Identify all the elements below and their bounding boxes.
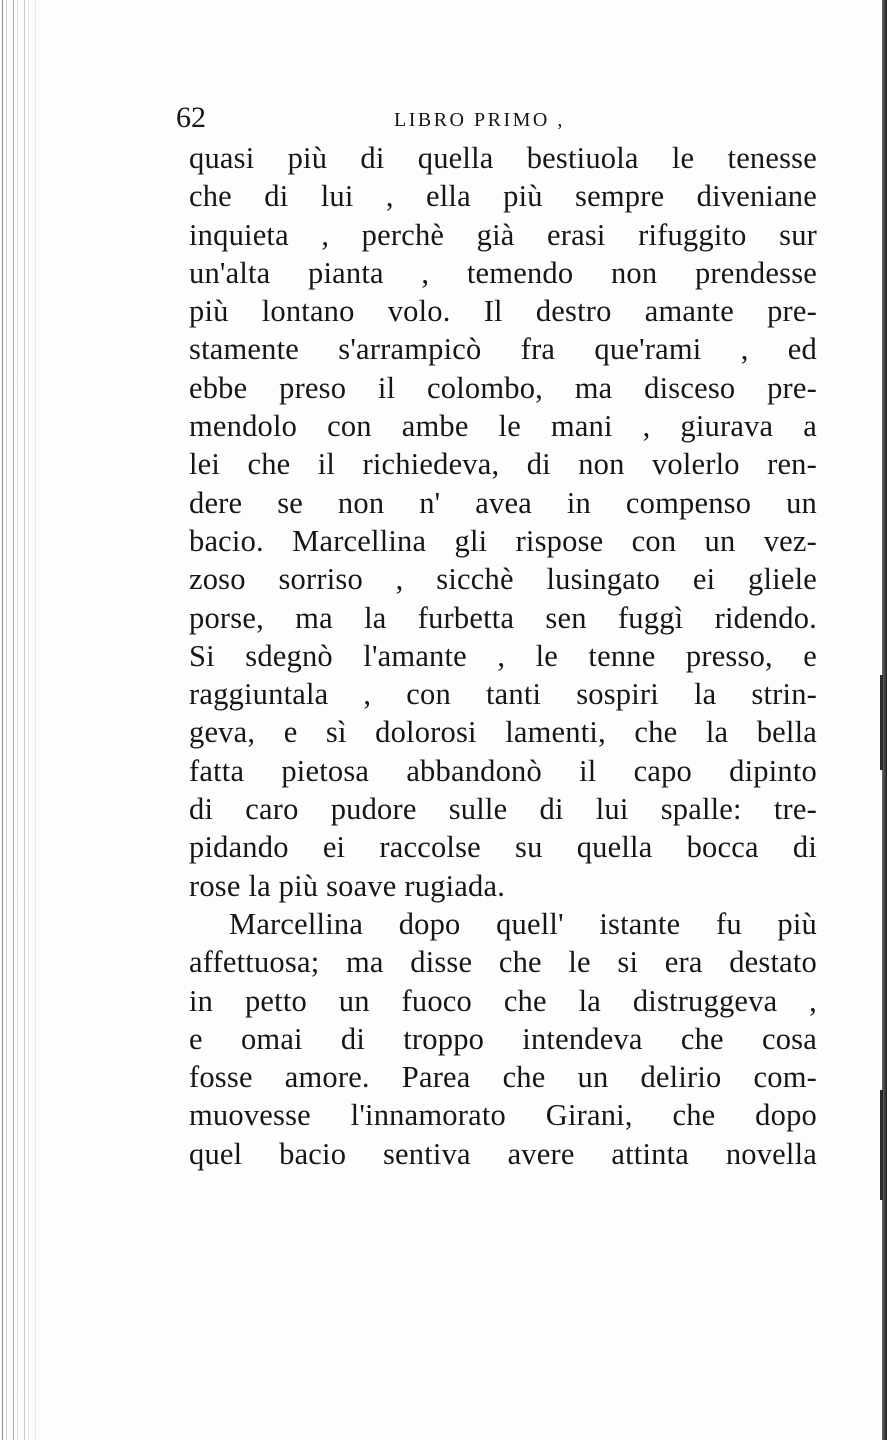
text-line: fatta pietosa abbandonò il capo dipinto	[189, 753, 817, 788]
text-line: raggiuntala , con tanti sospiri la strin-	[189, 677, 817, 712]
text-line: affettuosa; ma disse che le si era destato	[189, 945, 817, 980]
text-line: e omai di troppo intendeva che cosa	[189, 1021, 817, 1056]
text-line: muovesse l'innamorato Girani, che dopo	[189, 1098, 817, 1133]
binding-edge-fade	[0, 0, 40, 1440]
text-line: un'alta pianta , temendo non prendesse	[189, 255, 817, 290]
text-line: dere se non n' avea in compenso un	[189, 485, 817, 520]
text-line: inquieta , perchè già erasi rifuggito sur	[189, 217, 817, 252]
running-head-title: LIBRO PRIMO ,	[394, 109, 565, 131]
page-edge-mark	[880, 1090, 883, 1200]
text-line: Si sdegnò l'amante , le tenne presso, e	[189, 638, 817, 673]
text-line: stamente s'arrampicò fra que'rami , ed	[189, 332, 817, 367]
text-line: ebbe preso il colombo, ma disceso pre-	[189, 370, 817, 405]
text-line: fosse amore. Parea che un delirio com-	[189, 1060, 817, 1095]
text-line: rose la più soave rugiada.	[189, 868, 506, 903]
text-line: quasi più di quella bestiuola le tenesse	[189, 141, 817, 175]
body-text	[189, 139, 817, 1173]
text-line: zoso sorriso , sicchè lusingato ei gliele	[189, 562, 817, 597]
text-line: più lontano volo. Il destro amante pre-	[189, 294, 817, 329]
text-line: pidando ei raccolse su quella bocca di	[189, 830, 817, 865]
text-line: lei che il richiedeva, di non volerlo ren-	[189, 447, 817, 482]
page-number: 62	[176, 101, 206, 134]
text-line: quel bacio sentiva avere attinta novella	[189, 1136, 817, 1171]
text-line: geva, e sì dolorosi lamenti, che la bella	[189, 715, 817, 750]
text-line: che di lui , ella più sempre diveniane	[189, 179, 817, 214]
page-edge-mark	[880, 675, 883, 770]
text-line: Marcellina dopo quell' istante fu più	[229, 906, 817, 941]
text-line: in petto un fuoco che la distruggeva ,	[189, 983, 817, 1018]
running-head	[176, 98, 816, 142]
text-line: bacio. Marcellina gli rispose con un vez-	[189, 523, 817, 558]
text-line: di caro pudore sulle di lui spalle: tre-	[189, 792, 817, 827]
text-line: mendolo con ambe le mani , giurava a	[189, 409, 817, 444]
text-line: porse, ma la furbetta sen fuggì ridendo.	[189, 600, 817, 635]
